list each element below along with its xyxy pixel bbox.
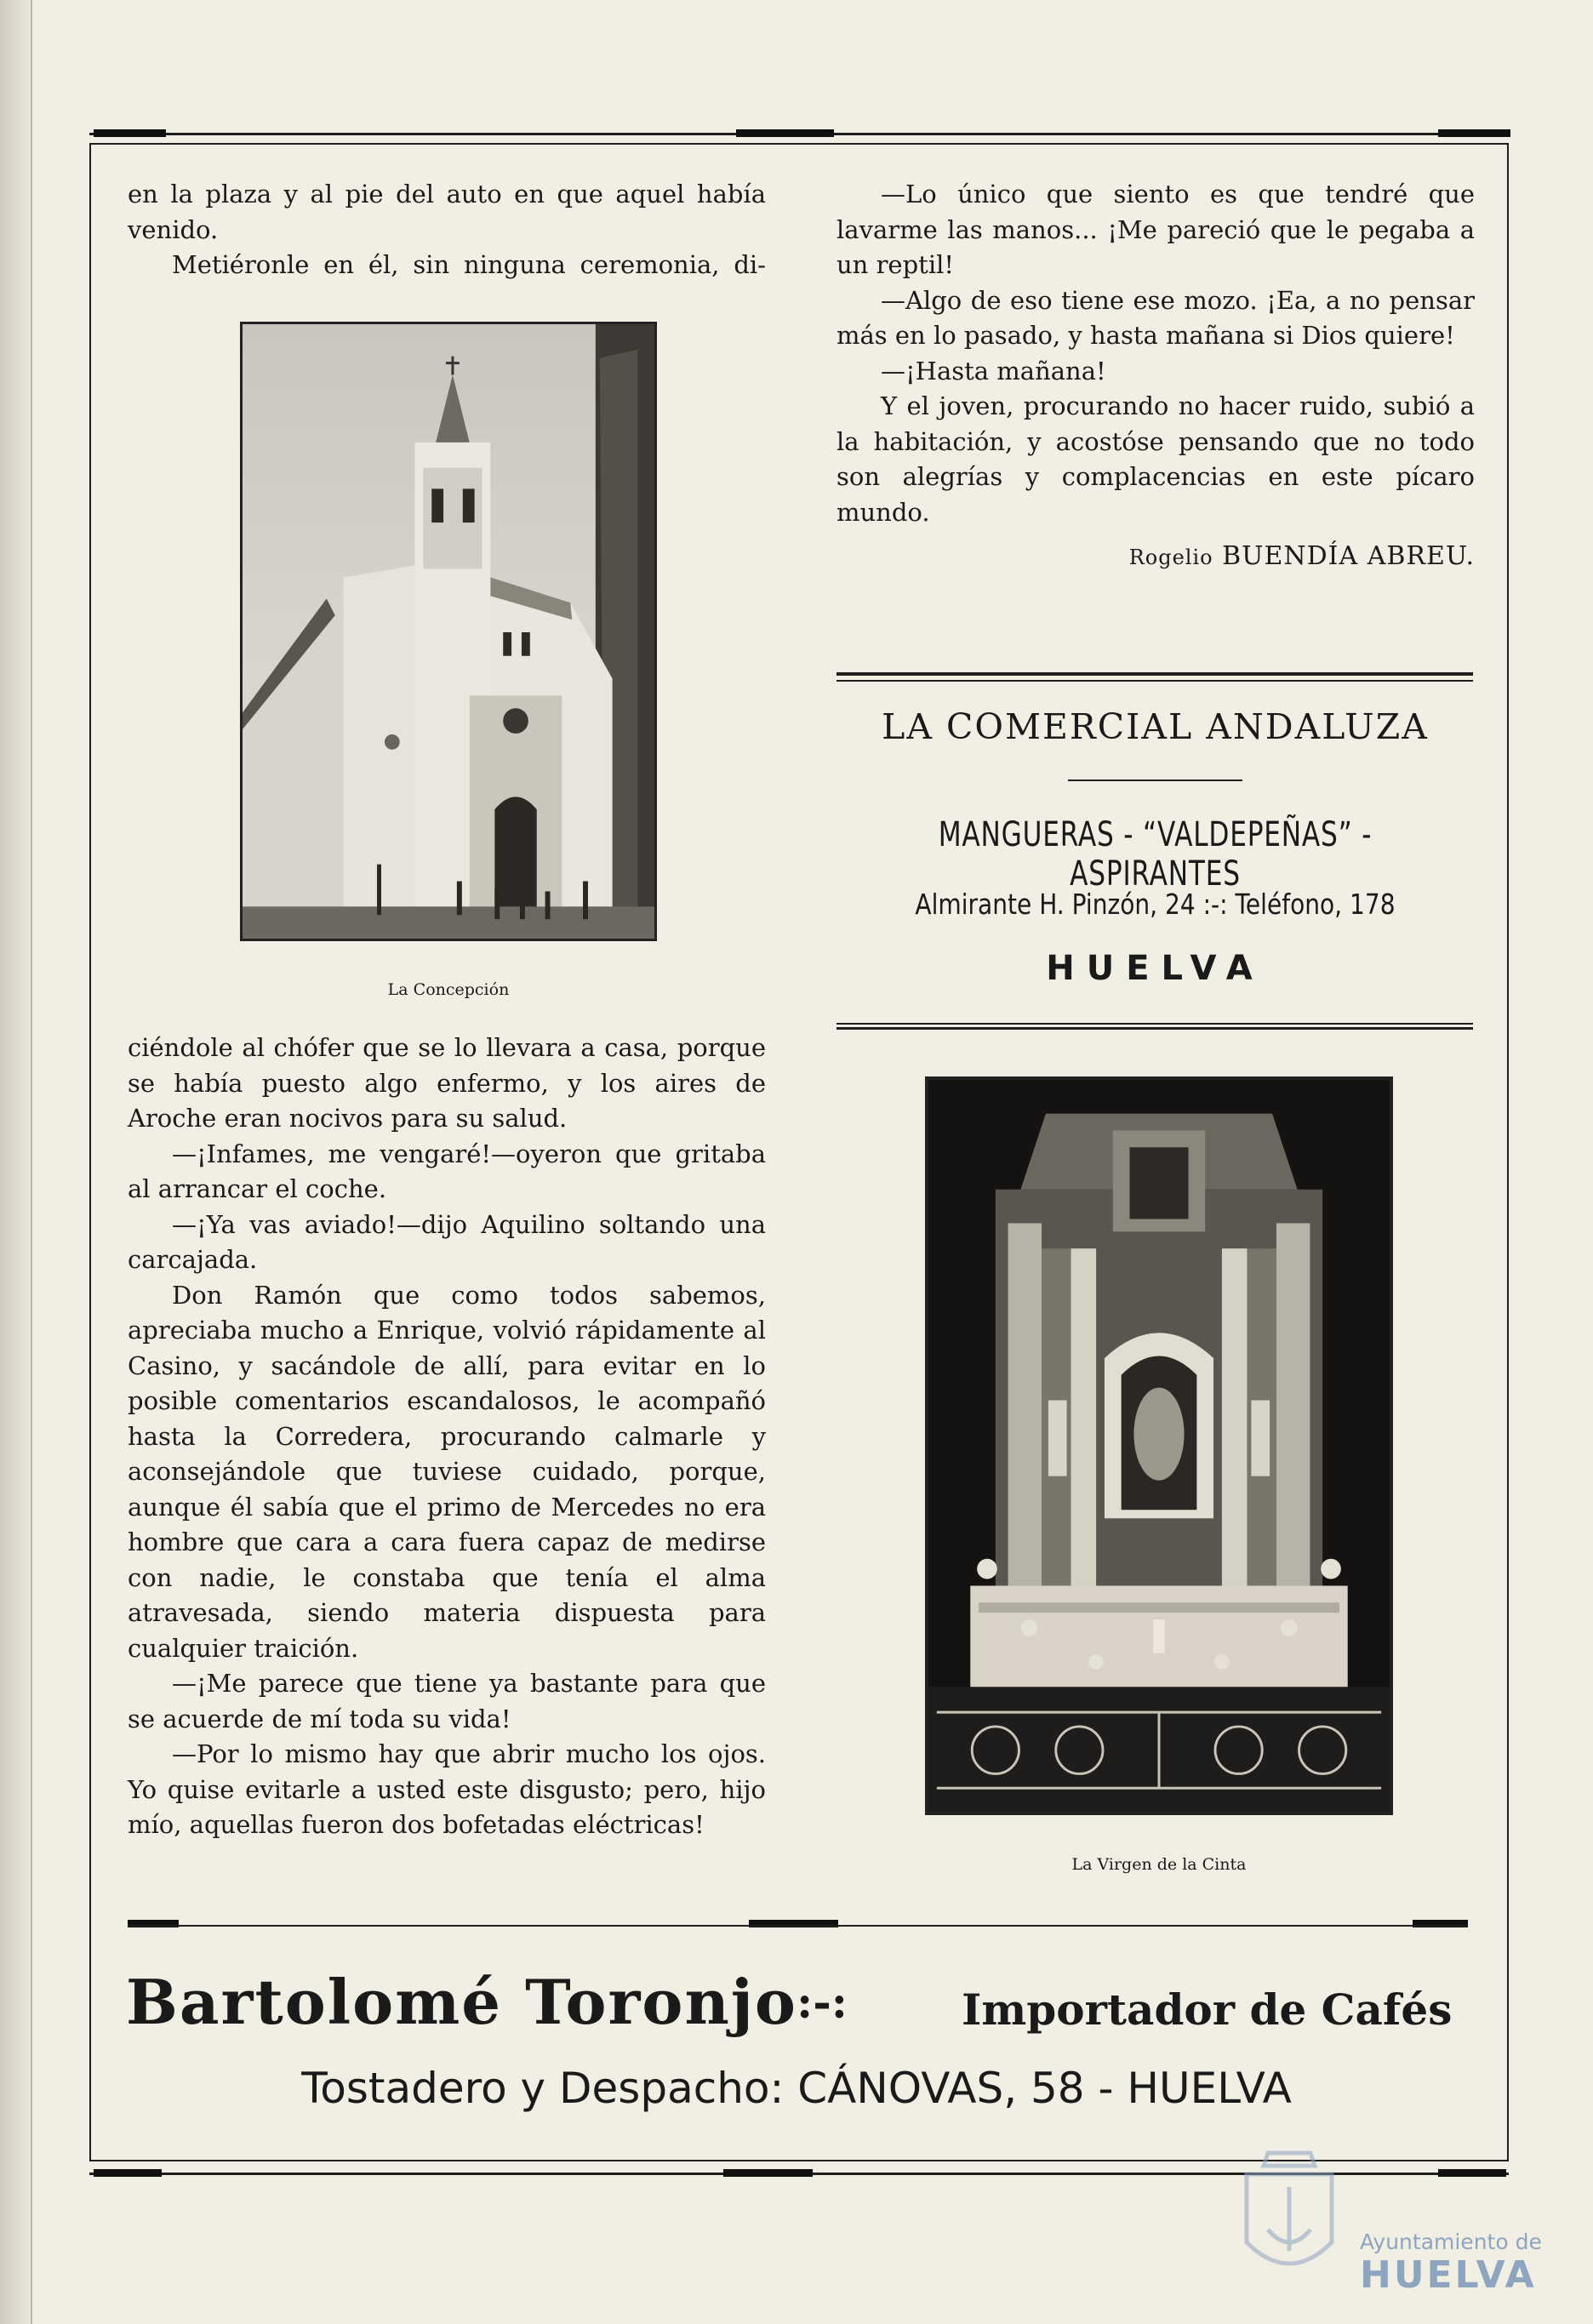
church-illustration [243,324,654,939]
ad-comercial-title: LA COMERCIAL ANDALUZA [882,706,1429,747]
bottom-bar-center [723,2169,813,2177]
left-column-top [128,177,766,283]
paragraph: —¡Ya vas aviado!—dijo Aquilino soltando una carcajada. [128,1209,766,1274]
right-column [836,177,1475,576]
ad-bottom-trade: Importador de Cafés [962,1984,1453,2035]
top-bar-left [94,129,166,137]
paragraph: Metiéronle en él, sin ninguna ceremonia, di- [172,250,766,279]
ad-top-line [128,1925,1468,1927]
author-first-name: Rogelio [1128,545,1213,569]
top-bar-center [736,129,834,137]
author-signature [836,539,1475,576]
watermark-text-line2: HUELVA [1360,2253,1537,2297]
top-bar-right [1438,129,1510,137]
page-gutter [0,0,32,2324]
paragraph: —¡Infames, me vengaré!—oyeron que gritaba al arrancar el coche. [128,1139,766,1203]
ad-short-rule [1068,779,1242,781]
watermark-text-line1: Ayuntamiento de [1360,2230,1542,2254]
paragraph: Don Ramón que como todos sabemos, apreciaba mucho a Enrique, volvió rápidamente al Casino, y sacándole de allí, para evitar en lo posible comentarios escandalosos, le acompañó hasta la Corredera, procurando calmarle y aconsejándole que tuviese cuidado, porque, aunque él sabía que el primo de Mercedes no era hombre que cara a cara fuera capaz de medirse con nadie, le constaba que tenía el alma atravesada, siendo materia dispuesta para cualquier traición. [128,1280,766,1663]
ad-comercial-city: HUELVA [1046,949,1265,988]
ad-top-rule [836,672,1473,676]
photo-virgen-de-la-cinta [925,1076,1393,1815]
ad-comercial-products: MANGUERAS - “VALDEPEÑAS” - ASPIRANTES [938,815,1373,894]
paragraph: —¡Me parece que tiene ya bastante para que se acuerde de mí toda su vida! [128,1669,766,1733]
ad-bottom-rule-thick [836,1027,1473,1030]
paragraph: en la plaza y al pie del auto en que aquel había venido. [128,180,766,244]
author-last-name: BUENDÍA ABREU. [1222,541,1475,571]
ad-bottom-separator: :-: [796,1977,848,2029]
paragraph: —¡Hasta mañana! [881,356,1106,385]
paragraph: —Algo de eso tiene ese mozo. ¡Ea, a no pensar más en lo pasado, y hasta mañana si Dios quiere! [836,285,1475,350]
paragraph: Y el joven, procurando no hacer ruido, subió a la habitación, y acostóse pensando que no todo son alegrías y complacencias en este pícaro mundo. [836,391,1475,527]
ad-top-rule-thin [836,680,1473,682]
ad-bottom-address: Tostadero y Despacho: CÁNOVAS, 58 - HUELVA [301,2064,1292,2113]
photo-caption-la-concepcion: La Concepción [387,980,510,999]
paragraph: ciéndole al chófer que se lo llevara a casa, porque se había puesto algo enfermo, y los aires de Aroche eran nocivos para su salud. [128,1033,766,1133]
paragraph: —Por lo mismo hay que abrir mucho los ojos. Yo quise evitarle a usted este disgusto; pero, hijo mío, aquellas fueron dos bofetadas eléctricas! [128,1739,766,1839]
ad-bottom-name: Bartolomé Toronjo [126,1966,797,2038]
altar-illustration [928,1080,1390,1812]
bottom-bar-left [94,2169,162,2177]
paragraph: —Lo único que siento es que tendré que lavarme las manos... ¡Me pareció que le pegaba a un reptil! [836,180,1475,279]
ad-bottom-rule [836,1023,1473,1025]
ad-comercial-address: Almirante H. Pinzón, 24 :-: Teléfono, 178 [915,888,1396,921]
left-column-bottom [128,1031,766,1843]
gutter-line [31,0,32,2324]
photo-la-concepcion [240,322,657,941]
photo-caption-virgen-de-la-cinta: La Virgen de la Cinta [1071,1855,1247,1874]
